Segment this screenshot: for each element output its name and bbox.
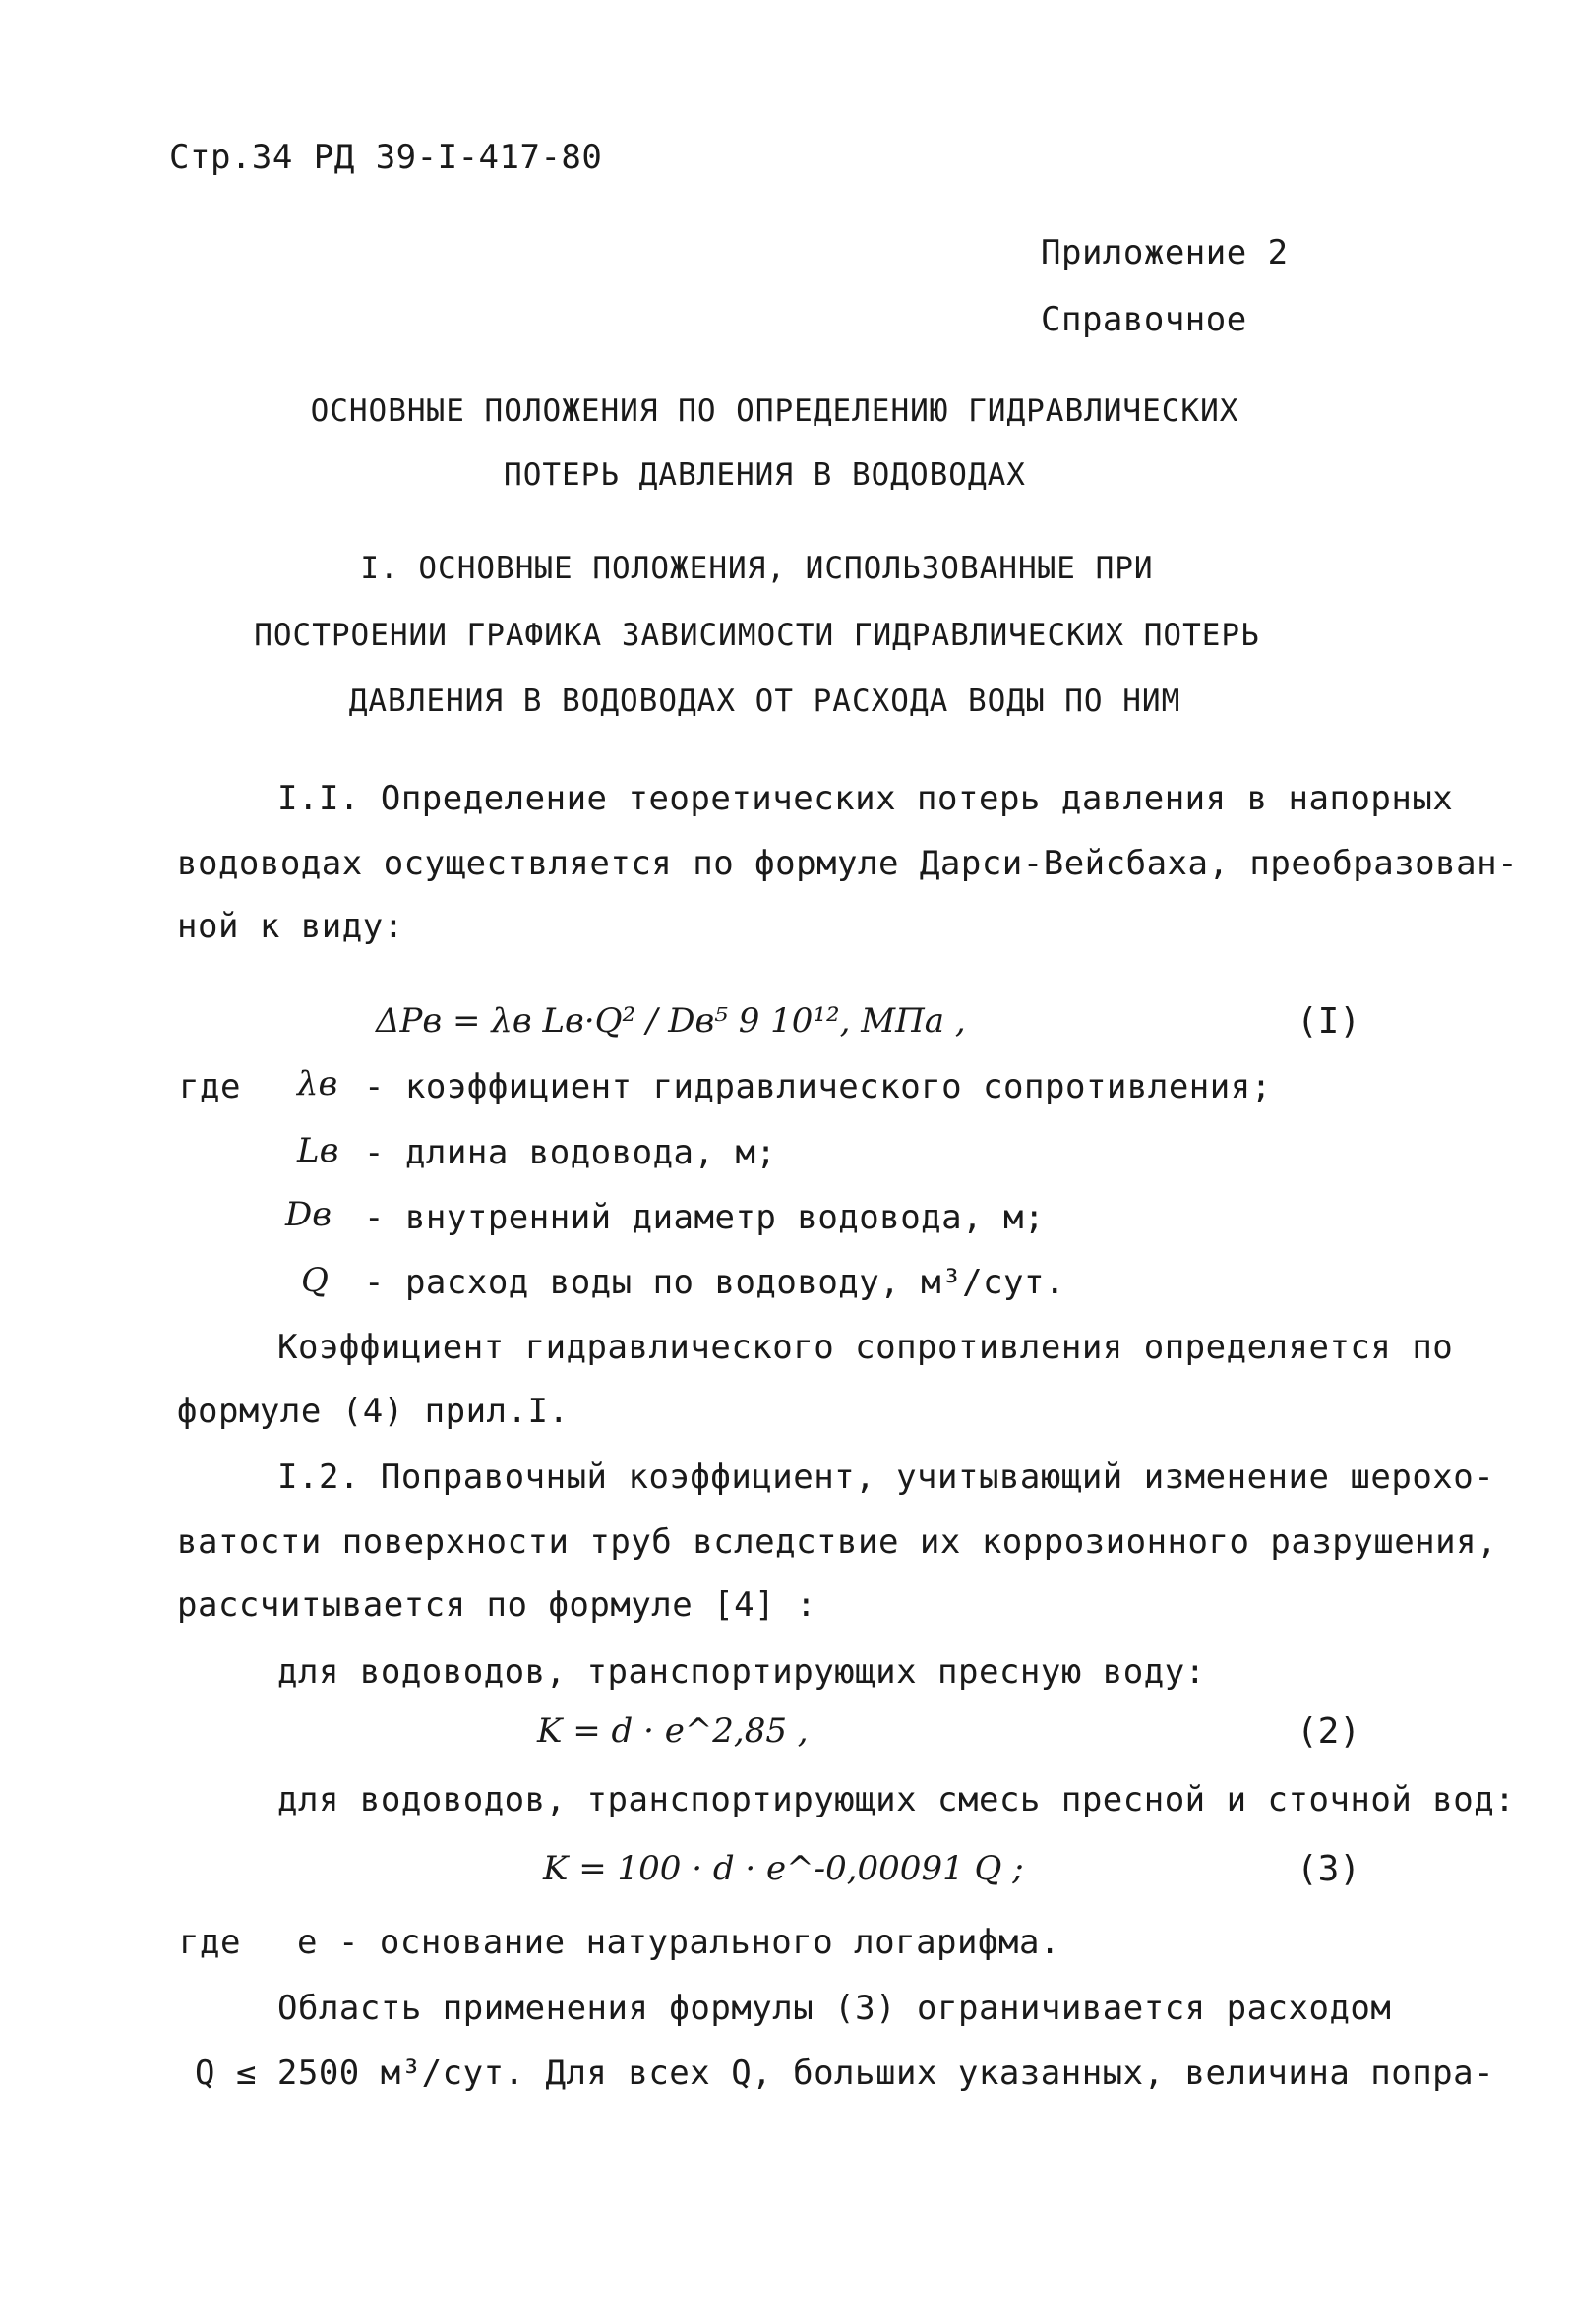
length-description: - длина водовода, м; xyxy=(364,1133,777,1172)
para-1-1-line-3: ной к виду: xyxy=(177,907,404,946)
section-heading-line-1: I. ОСНОВНЫЕ ПОЛОЖЕНИЯ, ИСПОЛЬЗОВАННЫЕ ПРИ xyxy=(360,551,1154,586)
final-line-1: Область применения формулы (3) ограничивается расходом xyxy=(277,1989,1392,2028)
coef-note-line-2: формуле (4) прил.I. xyxy=(177,1392,570,1431)
appendix-type: Справочное xyxy=(1041,300,1247,339)
formula-1-number: (I) xyxy=(1297,1001,1361,1042)
page-reference: Стр.34 РД 39-I-417-80 xyxy=(169,138,603,177)
para-1-1-line-2: водоводах осуществляется по формуле Дарси-Вейсбаха, преобразован- xyxy=(177,844,1519,883)
flow-symbol: Q xyxy=(301,1261,329,1300)
final-line-2: Q ≤ 2500 м³/сут. Для всех Q, больших указанных, величина попра- xyxy=(195,2054,1495,2093)
para-1-2-line-2: ватости поверхности труб вследствие их коррозионного разрушения, xyxy=(177,1522,1498,1562)
e-description: е - основание натурального логарифма. xyxy=(297,1923,1060,1962)
diameter-description: - внутренний диаметр водовода, м; xyxy=(364,1198,1046,1237)
section-heading-line-3: ДАВЛЕНИЯ В ВОДОВОДАХ ОТ РАСХОДА ВОДЫ ПО НИМ xyxy=(348,684,1181,719)
section-heading-line-2: ПОСТРОЕНИИ ГРАФИКА ЗАВИСИМОСТИ ГИДРАВЛИЧЕСКИХ ПОТЕРЬ xyxy=(254,618,1260,653)
title-line-2: ПОТЕРЬ ДАВЛЕНИЯ В ВОДОВОДАХ xyxy=(504,457,1026,493)
appendix-label: Приложение 2 xyxy=(1041,233,1289,272)
formula-3-number: (3) xyxy=(1297,1849,1361,1889)
lambda-description: - коэффициент гидравлического сопротивления; xyxy=(364,1067,1272,1106)
mixed-water-intro: для водоводов, транспортирующих смесь пресной и сточной вод: xyxy=(277,1780,1516,1819)
title-line-1: ОСНОВНЫЕ ПОЛОЖЕНИЯ ПО ОПРЕДЕЛЕНИЮ ГИДРАВЛИЧЕСКИХ xyxy=(310,393,1239,429)
length-symbol: Lв xyxy=(297,1131,339,1170)
diameter-symbol: Dв xyxy=(285,1195,332,1234)
formula-darcy-weisbach: ΔPв = λв Lв·Q² / Dв⁵ 9 10¹², МПа , xyxy=(376,1001,966,1041)
legend2-where: где xyxy=(179,1923,241,1962)
flow-description: - расход воды по водоводу, м³/сут. xyxy=(364,1263,1065,1302)
legend-where: где xyxy=(179,1067,241,1106)
para-1-2-line-1: I.2. Поправочный коэффициент, учитывающий изменение шерохо- xyxy=(277,1458,1495,1497)
formula-mixed-water: K = 100 · d · e^-0,00091 Q ; xyxy=(543,1849,1024,1888)
formula-2-number: (2) xyxy=(1297,1711,1361,1752)
coef-note-line-1: Коэффициент гидравлического сопротивления определяется по xyxy=(277,1328,1454,1367)
fresh-water-intro: для водоводов, транспортирующих пресную воду: xyxy=(277,1652,1206,1692)
formula-fresh-water: K = d · e^2,85 , xyxy=(537,1711,809,1751)
para-1-2-line-3: рассчитывается по формуле [4] : xyxy=(177,1585,817,1625)
para-1-1-line-1: I.I. Определение теоретических потерь давления в напорных xyxy=(277,779,1454,818)
lambda-symbol: λв xyxy=(297,1064,338,1103)
